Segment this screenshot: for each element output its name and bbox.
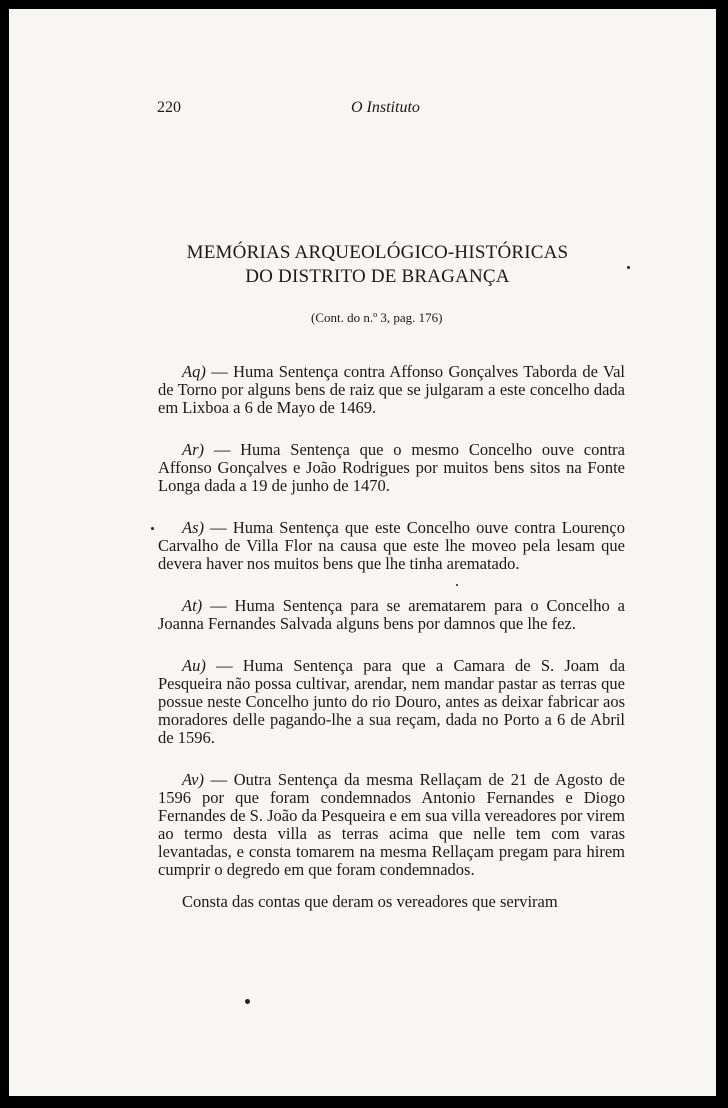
entry-marker: As) [182, 518, 204, 537]
em-dash: — [205, 656, 243, 675]
scan-speck [151, 527, 154, 530]
scan-speck [245, 999, 250, 1004]
entry-marker: Aq) [182, 362, 206, 381]
em-dash: — [205, 362, 234, 381]
continuation-note: (Cont. do n.º 3, pag. 176) [311, 310, 443, 325]
entry-marker: Ar) [182, 440, 204, 459]
scan-speck [627, 266, 630, 269]
entry-ar [158, 441, 625, 495]
entry-au [158, 657, 625, 747]
entry-text: Huma Sentença que este Concelho ouve contra Lourenço Carvalho de Villa Flor na causa que este lhe moveo pela lesam que devera haver nos muitos bens que lhe tinha arematado. [158, 518, 625, 573]
entry-at [158, 597, 625, 633]
page-number: 220 [157, 99, 181, 116]
entry-text: Outra Sentença da mesma Rellaçam de 21 de Agosto de 1596 por que foram condemnados Antonio Fernandes e Diogo Fernandes de S. João da Pesqueira e em sua villa vereadores por virem ao termo desta villa as terras acima que nelle tem com varas levantadas, e consta tomarem na mesma Rellaçam pregam para hirem cumprir o degredo em que foram condemnados. [158, 770, 625, 879]
entry-text: Huma Sentença que o mesmo Concelho ouve contra Affonso Gonçalves e João Rodrigues por muitos bens sitos na Fonte Longa dada a 19 de junho de 1470. [158, 440, 626, 495]
entry-aq [158, 363, 625, 417]
em-dash: — [204, 440, 241, 459]
entry-marker: Au) [182, 656, 206, 675]
entry-as [158, 519, 625, 573]
article-title-line-2: DO DISTRITO DE BRAGANÇA [245, 266, 510, 287]
scan-speck [456, 584, 458, 586]
entry-av [158, 771, 625, 879]
entry-text: Huma Sentença contra Affonso Gonçalves Taborda de Val de Torno por alguns bens de raiz que se julgaram a este concelho dada em Lixboa a 6 de Mayo de 1469. [158, 362, 626, 417]
entry-text: Huma Sentença para se arematarem para o Concelho a Joanna Fernandes Salvada alguns bens por damnos que lhe fez. [158, 596, 626, 633]
body-text [158, 363, 625, 911]
entry-marker: Av) [182, 770, 204, 789]
entry-marker: At) [182, 596, 203, 615]
final-paragraph: Consta das contas que deram os vereadores que serviram [182, 892, 558, 911]
scanned-page [9, 9, 716, 1096]
running-head [9, 99, 716, 121]
em-dash: — [202, 596, 235, 615]
article-title [9, 241, 716, 289]
em-dash: — [204, 770, 234, 789]
entry-text: Huma Sentença para que a Camara de S. Joam da Pesqueira não possa cultivar, arendar, nem mandar pastar as terras que possue neste Concelho junto do rio Douro, antes as deixar fabricar aos moradores delle pagando-lhe a sua reçam, dada no Porto a 6 de Abril de 1596. [158, 656, 626, 747]
journal-title: O Instituto [351, 99, 420, 116]
em-dash: — [204, 518, 233, 537]
article-title-line-1: MEMÓRIAS ARQUEOLÓGICO-HISTÓRICAS [186, 242, 569, 263]
